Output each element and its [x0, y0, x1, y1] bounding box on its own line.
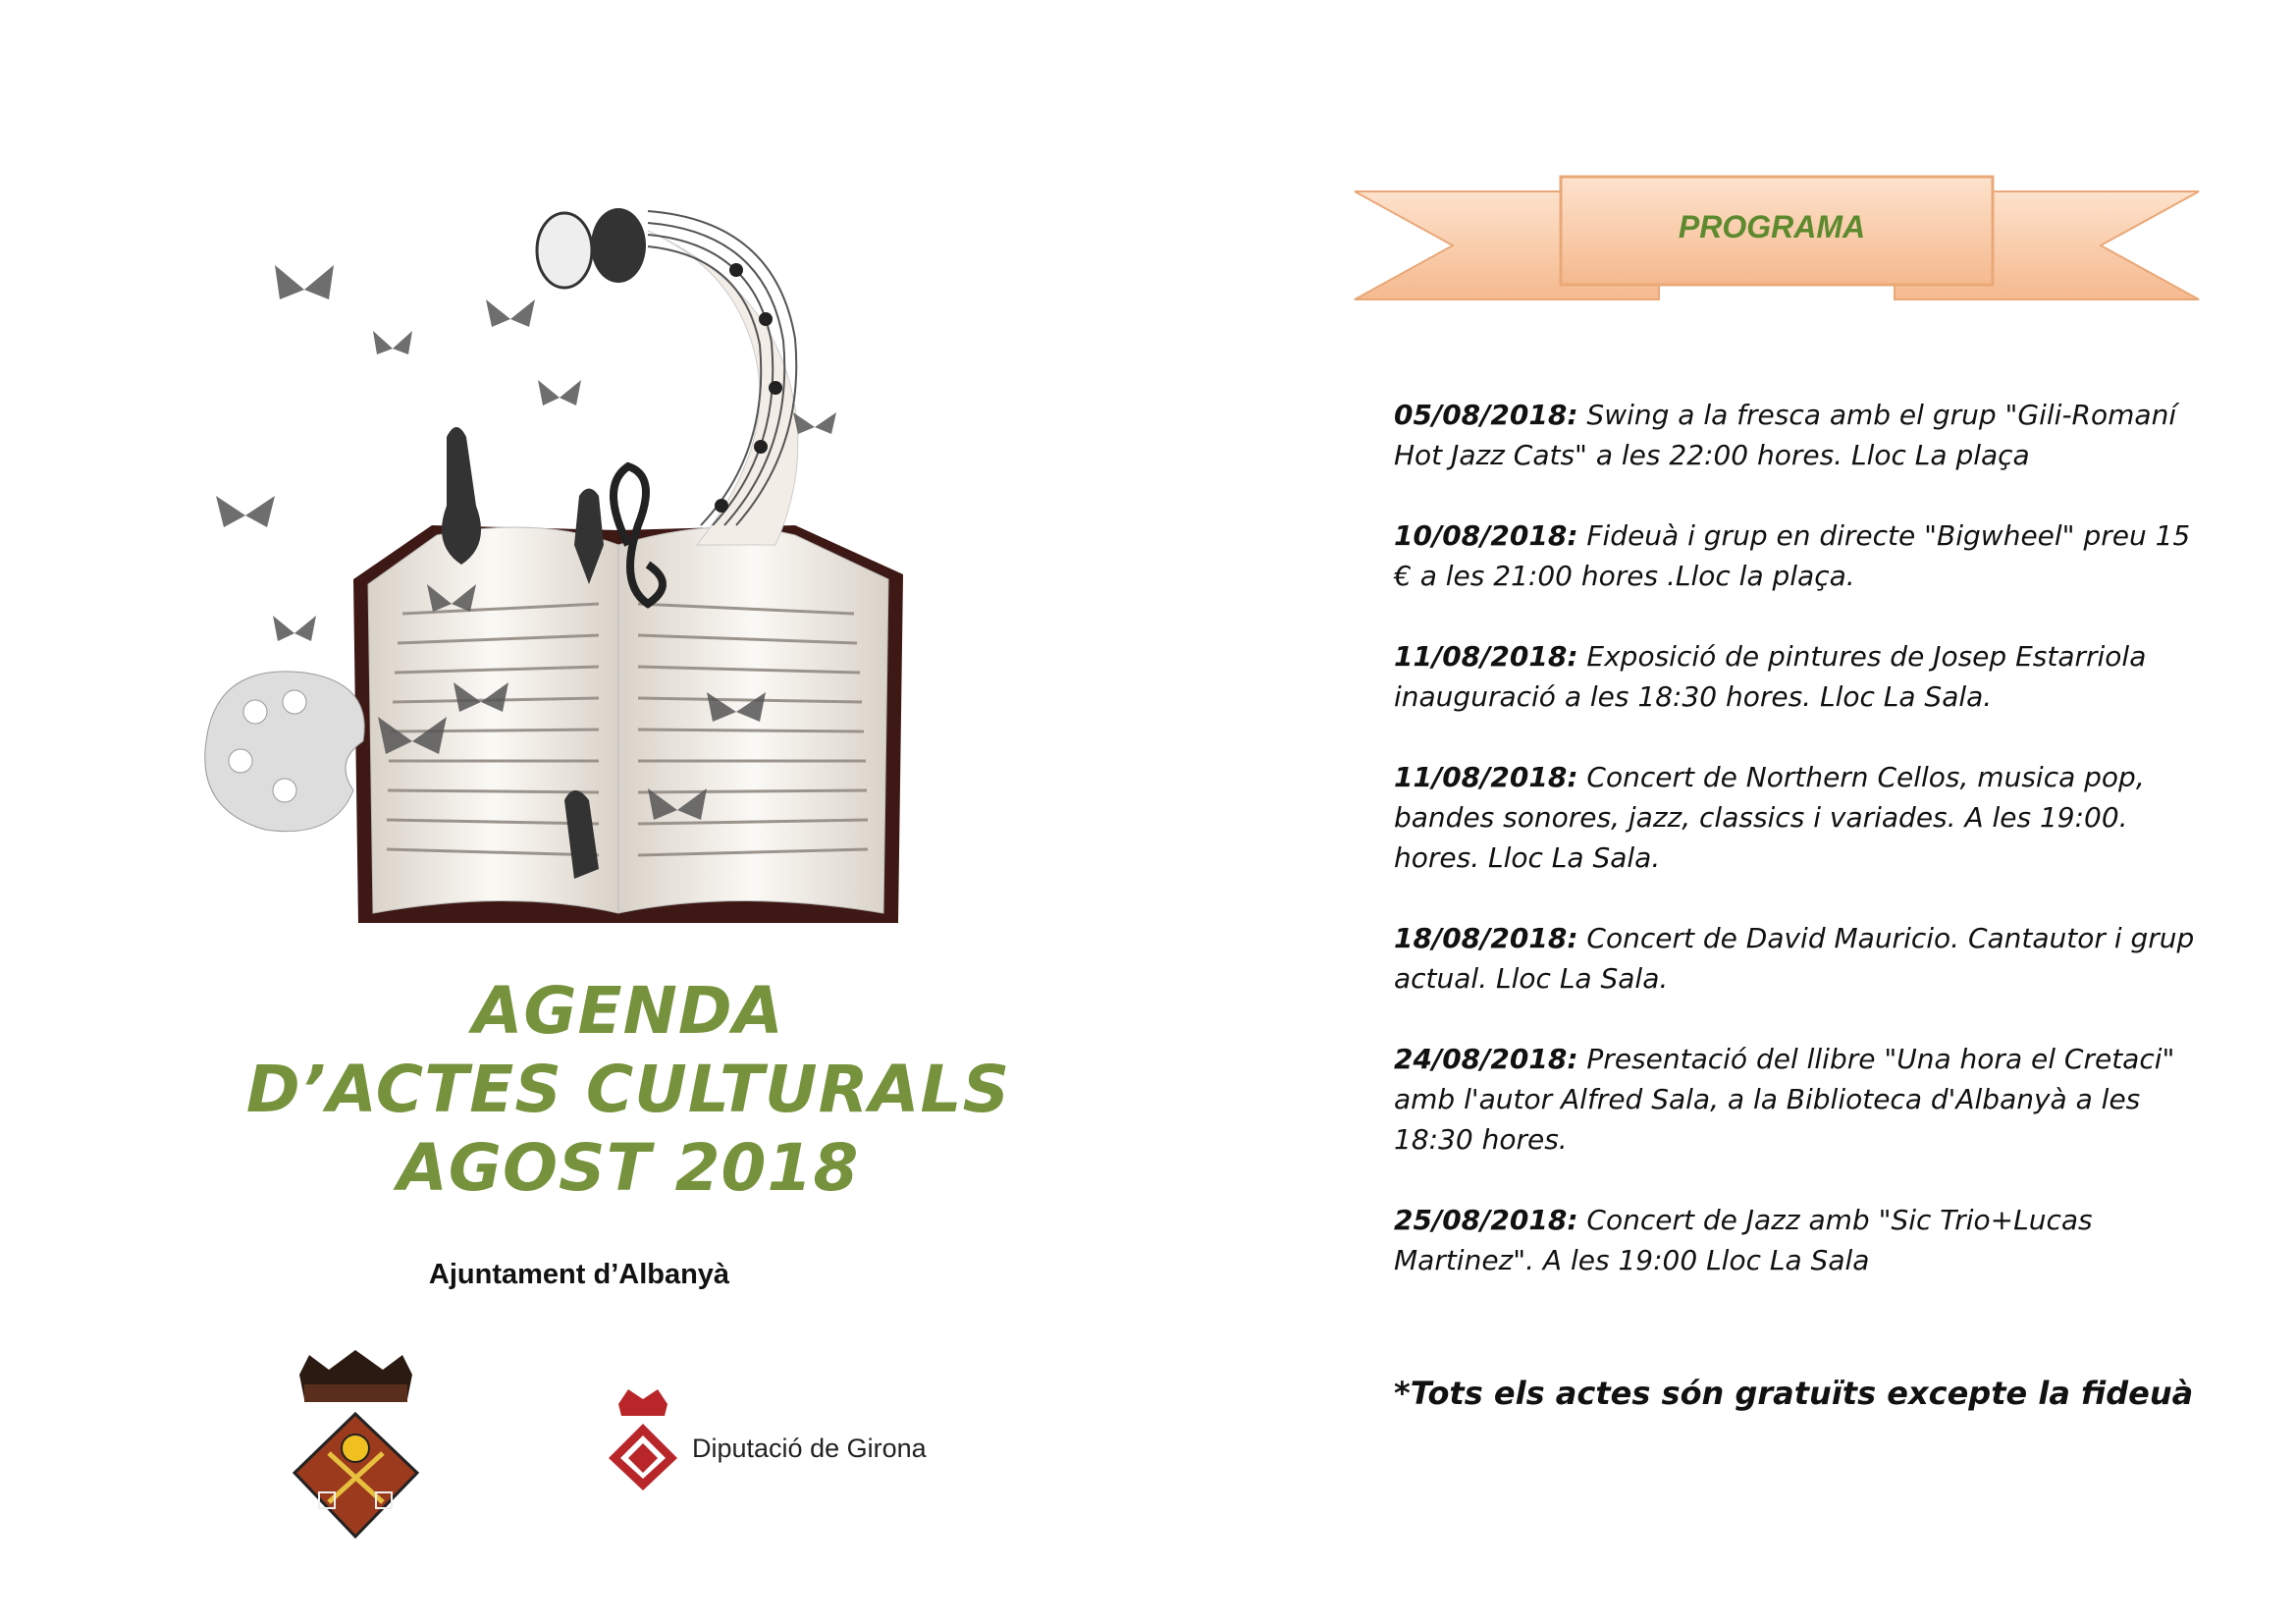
entry-text: Concert de Jazz amb "Sic Trio+Lucas Martinez". A les 19:00 Lloc La Sala [1394, 1204, 2093, 1276]
open-book-illustration [187, 191, 972, 938]
entry-date: 10/08/2018: [1394, 519, 1578, 552]
programa-heading: PROGRAMA [1678, 209, 1866, 244]
entry-date: 11/08/2018: [1394, 640, 1578, 673]
entry-text: Presentació del llibre "Una hora el Cretaci" amb l'autor Alfred Sala, a la Biblioteca d'Albanyà a les 18:30 hores. [1394, 1043, 2175, 1156]
free-events-note: *Tots els actes són gratuïts excepte la fideuà [1394, 1375, 2194, 1412]
program-entry [1394, 515, 2199, 596]
entry-date: 24/08/2018: [1394, 1043, 1578, 1075]
program-entry [1394, 1200, 2199, 1280]
diputacio-girona-emblem-icon [604, 1384, 682, 1492]
program-entry [1394, 1039, 2199, 1160]
cover-title [157, 972, 1099, 1208]
organizer: Ajuntament d’Albanyà [428, 1259, 730, 1290]
diputacio-label: Diputació de Girona [692, 1434, 927, 1463]
entry-date: 05/08/2018: [1394, 399, 1578, 431]
title-line-2: D’ACTES CULTURALS [245, 1052, 1011, 1127]
entry-text: Exposició de pintures de Josep Estarriola inauguració a les 18:30 hores. Lloc La Sala. [1394, 640, 2147, 713]
program-entry [1394, 395, 2199, 475]
entry-text: Concert de David Mauricio. Cantautor i grup actual. Lloc La Sala. [1394, 922, 2195, 995]
albanya-coat-of-arms-icon [290, 1345, 422, 1542]
title-line-1: AGENDA [472, 973, 784, 1049]
entry-text: Swing a la fresca amb el grup "Gili-Romaní Hot Jazz Cats" a les 22:00 hores. Lloc La plaça [1394, 399, 2177, 471]
entry-date: 25/08/2018: [1394, 1204, 1578, 1236]
program-entry [1394, 636, 2199, 717]
entry-text: Fideuà i grup en directe "Bigwheel" preu 15 € a les 21:00 hores .Lloc la plaça. [1394, 519, 2191, 592]
entry-date: 11/08/2018: [1394, 761, 1578, 793]
entry-date: 18/08/2018: [1394, 922, 1578, 954]
diputacio-logo [604, 1384, 928, 1492]
program-entry [1394, 918, 2199, 999]
title-line-3: AGOST 2018 [397, 1130, 860, 1206]
program-entry [1394, 757, 2199, 878]
program-list [1394, 395, 2199, 1321]
entry-text: Concert de Northern Cellos, musica pop, bandes sonores, jazz, classics i variades. A les 19:00. hores. Lloc La Sala. [1394, 761, 2145, 874]
